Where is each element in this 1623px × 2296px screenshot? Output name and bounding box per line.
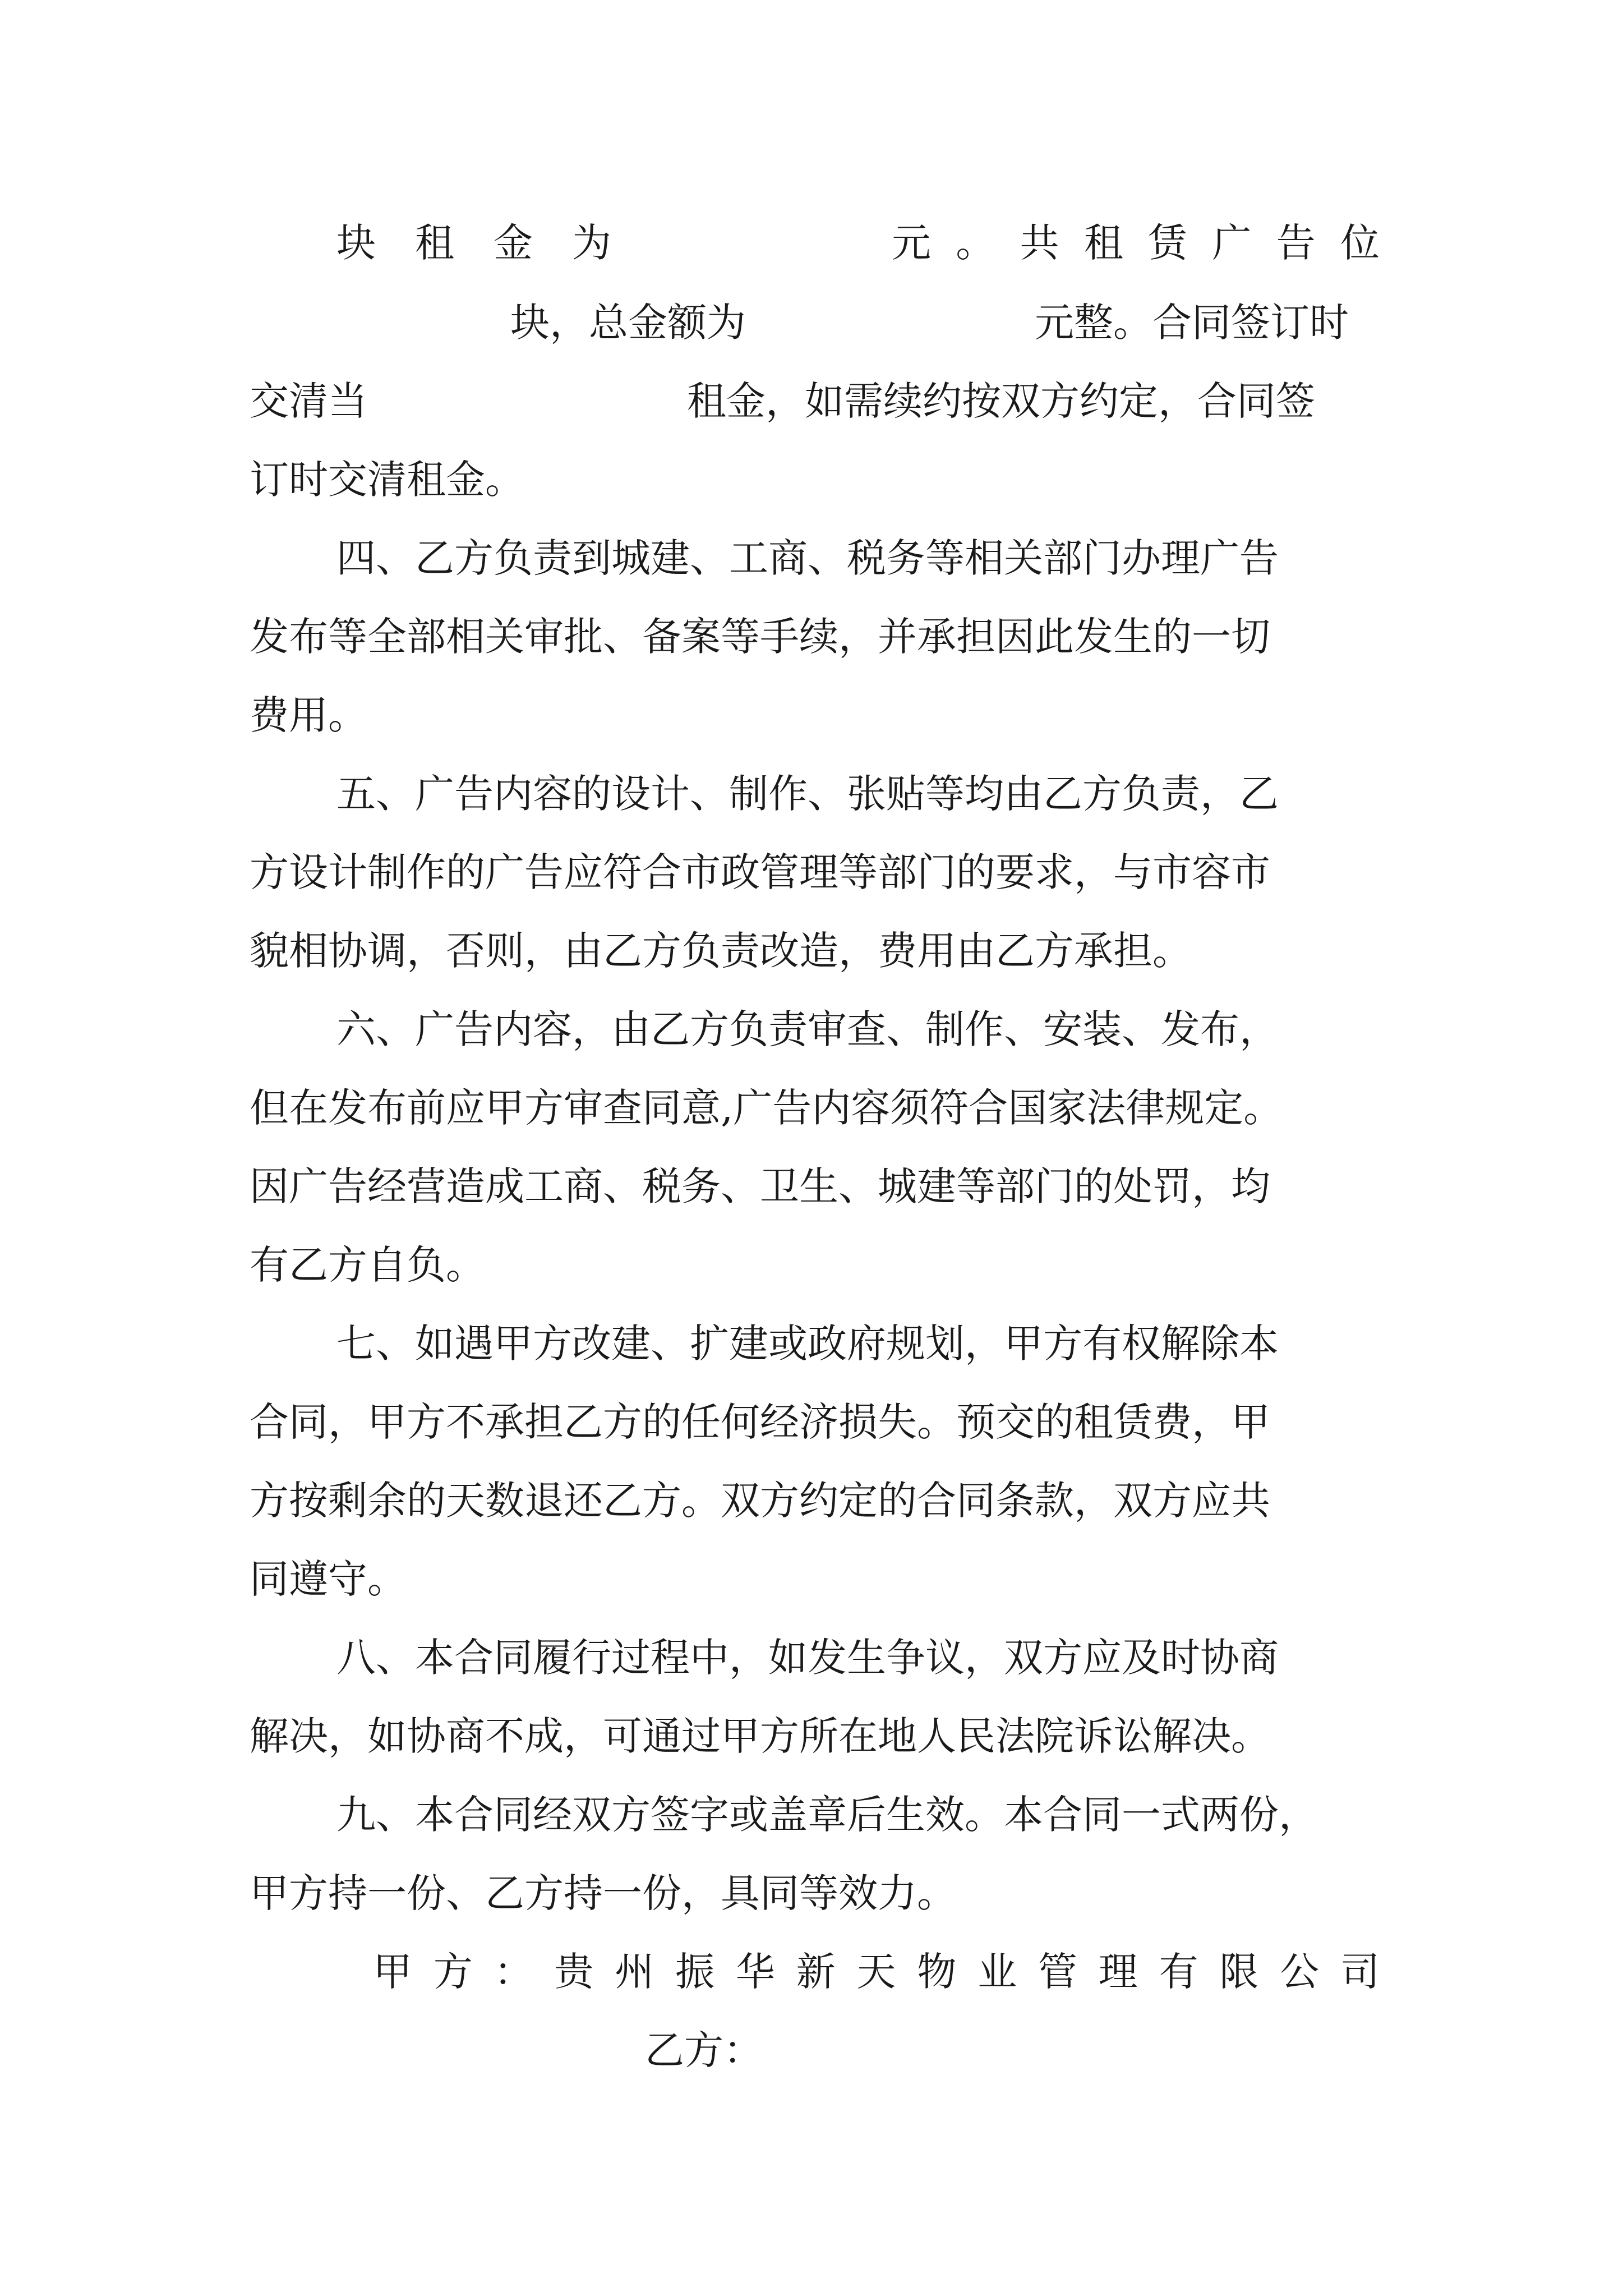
clause-7-line-2: 合同，甲方不承担乙方的任何经济损失。预交的租赁费，甲 bbox=[250, 1399, 1270, 1445]
contract-line-2 bbox=[250, 280, 1380, 365]
line1-char: 位 bbox=[1340, 220, 1380, 266]
clause-8-line-1: 八、本合同履行过程中，如发生争议，双方应及时协商 bbox=[336, 1635, 1279, 1681]
line3-part-b: 租金，如需续约按双方约定，合同签 bbox=[687, 378, 1315, 424]
party-a-char: 新 bbox=[796, 1949, 836, 1995]
party-a-char: 公 bbox=[1280, 1949, 1320, 1995]
line1-char: 。 bbox=[956, 220, 995, 266]
line1-char: 赁 bbox=[1148, 220, 1188, 266]
clause-5-line-3: 貌相协调，否则，由乙方负责改造，费用由乙方承担。 bbox=[250, 928, 1192, 974]
party-a-char: 司 bbox=[1340, 1949, 1380, 1995]
clause-9-line-2: 甲方持一份、乙方持一份，具同等效力。 bbox=[250, 1870, 956, 1916]
line3-part-a: 交清当 bbox=[250, 378, 367, 424]
line1-char: 广 bbox=[1212, 220, 1252, 266]
clause-7-line-1: 七、如遇甲方改建、扩建或政府规划，甲方有权解除本 bbox=[336, 1320, 1279, 1366]
line2-part-b: 元整。合同签订时 bbox=[1035, 300, 1349, 346]
contract-line-1 bbox=[336, 201, 1380, 285]
clause-6-line-4: 有乙方自负。 bbox=[250, 1242, 485, 1288]
line1-char: 块 bbox=[336, 220, 376, 266]
clause-4-line-3: 费用。 bbox=[250, 692, 367, 738]
contract-line-4: 订时交清租金。 bbox=[250, 457, 524, 503]
party-b-signature: 乙方： bbox=[645, 2027, 763, 2073]
clause-9-line-1: 九、本合同经双方签字或盖章后生效。本合同一式两份， bbox=[336, 1792, 1318, 1838]
party-a-signature bbox=[373, 1930, 1380, 2014]
party-a-char: 方 bbox=[433, 1949, 473, 1995]
party-a-char: 贵 bbox=[554, 1949, 594, 1995]
party-a-char: 华 bbox=[735, 1949, 775, 1995]
clause-6-line-1: 六、广告内容，由乙方负责审查、制作、安装、发布， bbox=[336, 1006, 1279, 1052]
party-a-char: 有 bbox=[1159, 1949, 1198, 1995]
contract-line-3 bbox=[250, 359, 1380, 443]
clause-4-line-2: 发布等全部相关审批、备案等手续，并承担因此发生的一切 bbox=[250, 614, 1270, 660]
party-a-char: 管 bbox=[1038, 1949, 1077, 1995]
party-a-char: ： bbox=[494, 1949, 533, 1995]
line1-char: 为 bbox=[572, 220, 611, 266]
line1-char: 租 bbox=[1083, 220, 1123, 266]
clause-7-line-3: 方按剩余的天数退还乙方。双方约定的合同条款，双方应共 bbox=[250, 1478, 1270, 1524]
line1-char: 租 bbox=[415, 220, 454, 266]
line1-char: 金 bbox=[494, 220, 533, 266]
clause-5-line-1: 五、广告内容的设计、制作、张贴等均由乙方负责，乙 bbox=[336, 771, 1279, 817]
party-a-char: 振 bbox=[675, 1949, 715, 1995]
clause-8-line-2: 解决，如协商不成，可通过甲方所在地人民法院诉讼解决。 bbox=[250, 1713, 1270, 1759]
party-a-char: 物 bbox=[917, 1949, 957, 1995]
clause-6-line-2: 但在发布前应甲方审查同意,广告内容须符合国家法律规定。 bbox=[250, 1085, 1283, 1131]
party-a-char: 业 bbox=[978, 1949, 1017, 1995]
clause-4-line-1: 四、乙方负责到城建、工商、税务等相关部门办理广告 bbox=[336, 535, 1279, 581]
party-a-char: 天 bbox=[856, 1949, 896, 1995]
party-a-char: 甲 bbox=[373, 1949, 412, 1995]
clause-5-line-2: 方设计制作的广告应符合市政管理等部门的要求，与市容市 bbox=[250, 849, 1270, 895]
party-a-char: 州 bbox=[615, 1949, 654, 1995]
line1-char: 共 bbox=[1020, 220, 1059, 266]
party-a-char: 理 bbox=[1098, 1949, 1138, 1995]
line1-char: 元 bbox=[892, 220, 931, 266]
line2-part-a: 块，总金额为 bbox=[510, 300, 746, 346]
clause-7-line-4: 同遵守。 bbox=[250, 1556, 407, 1602]
clause-6-line-3: 因广告经营造成工商、税务、卫生、城建等部门的处罚，均 bbox=[250, 1163, 1270, 1209]
party-a-char: 限 bbox=[1219, 1949, 1259, 1995]
line1-char: 告 bbox=[1276, 220, 1316, 266]
